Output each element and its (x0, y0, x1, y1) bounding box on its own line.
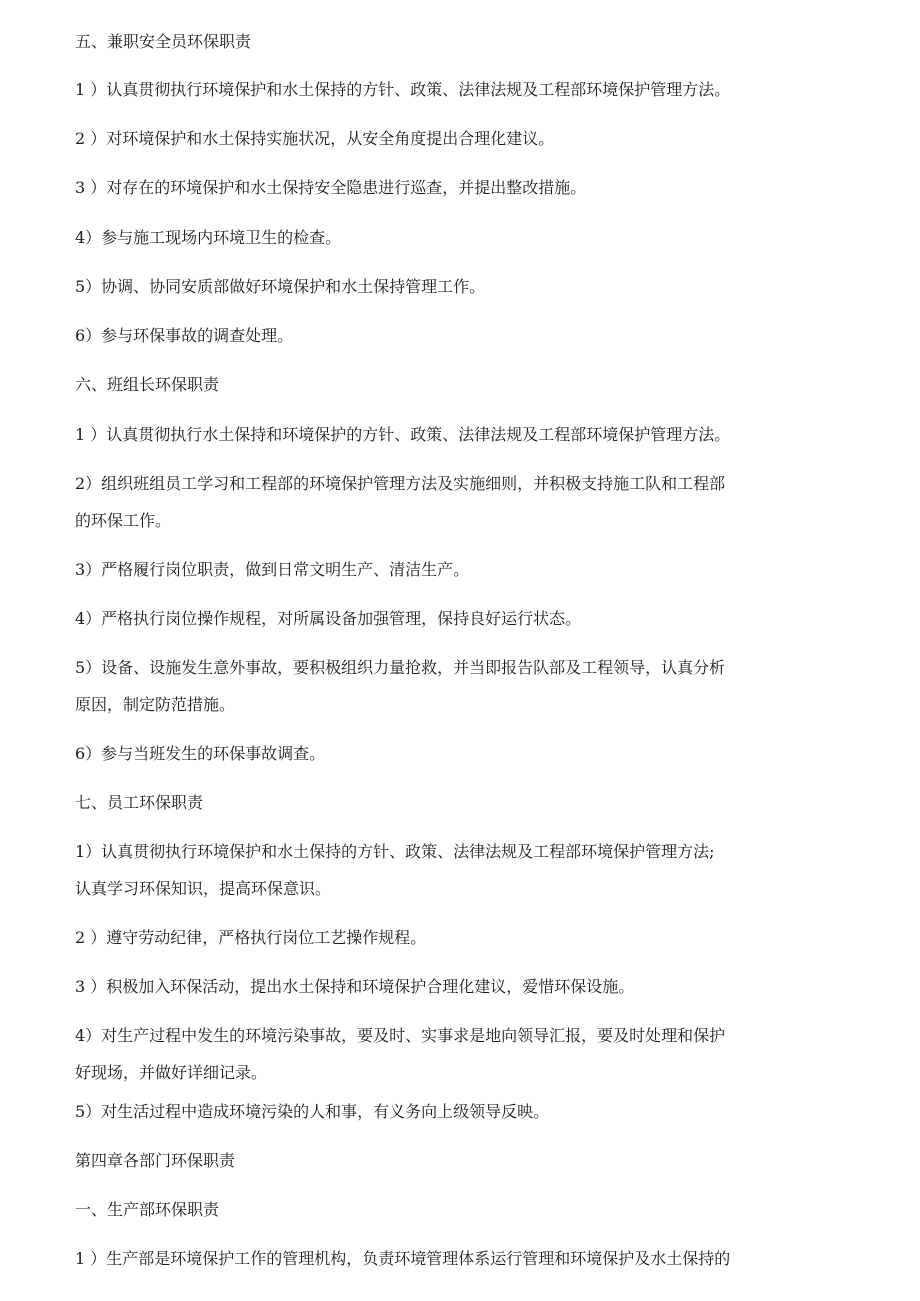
section7-item-2: 2 ）遵守劳动纪律，严格执行岗位工艺操作规程。 (75, 928, 427, 947)
section5-item-2: 2 ）对环境保护和水土保持实施状况，从安全角度提出合理化建议。 (75, 129, 555, 148)
section6-item-6: 6）参与当班发生的环保事故调查。 (75, 744, 326, 763)
section-heading-7: 七、员工环保职责 (75, 793, 204, 812)
section-heading-6: 六、班组长环保职责 (75, 375, 220, 394)
section6-item-2-line-2: 的环保工作。 (75, 511, 172, 530)
section6-item-2-line-1: 2）组织班组员工学习和工程部的环境保护管理方法及实施细则，并积极支持施工队和工程部 (75, 474, 726, 493)
section5-item-3: 3 ）对存在的环境保护和水土保持安全隐患进行巡查，并提出整改措施。 (75, 178, 587, 197)
section7-item-4-line-2: 好现场，并做好详细记录。 (75, 1063, 268, 1082)
section-heading-5: 五、兼职安全员环保职责 (75, 32, 252, 51)
section6-item-5-line-1: 5）设备、设施发生意外事故，要积极组织力量抢救，并当即报告队部及工程领导，认真分析 (75, 658, 726, 677)
section5-item-5: 5）协调、协同安质部做好环境保护和水土保持管理工作。 (75, 277, 486, 296)
section7-item-3: 3 ）积极加入环保活动，提出水土保持和环境保护合理化建议，爱惜环保设施。 (75, 977, 635, 996)
section7-item-1-line-1: 1）认真贯彻执行环境保护和水土保持的方针、政策、法律法规及工程部环境保护管理方法; (75, 842, 715, 861)
section7-item-5: 5）对生活过程中造成环境污染的人和事，有义务向上级领导反映。 (75, 1102, 550, 1121)
section6-item-4: 4）严格执行岗位操作规程，对所属设备加强管理，保持良好运行状态。 (75, 609, 582, 628)
chapter4-section-heading-1: 一、生产部环保职责 (75, 1200, 220, 1219)
section6-item-1: 1 ）认真贯彻执行水土保持和环境保护的方针、政策、法律法规及工程部环境保护管理方法。 (75, 425, 731, 444)
section7-item-4-line-1: 4）对生产过程中发生的环境污染事故，要及时、实事求是地向领导汇报，要及时处理和保护 (75, 1026, 726, 1045)
chapter4-section1-item-1: 1 ）生产部是环境保护工作的管理机构，负责环境管理体系运行管理和环境保护及水土保持的 (75, 1249, 731, 1268)
section6-item-3: 3）严格履行岗位职责，做到日常文明生产、清洁生产。 (75, 560, 470, 579)
chapter-title: 第四章各部门环保职责 (75, 1151, 236, 1170)
section5-item-6: 6）参与环保事故的调查处理。 (75, 326, 294, 345)
section6-item-5-line-2: 原因，制定防范措施。 (75, 695, 236, 714)
section7-item-1-line-2: 认真学习环保知识，提高环保意识。 (75, 879, 332, 898)
section5-item-4: 4）参与施工现场内环境卫生的检查。 (75, 228, 342, 247)
section5-item-1: 1 ）认真贯彻执行环境保护和水土保持的方针、政策、法律法规及工程部环境保护管理方法。 (75, 80, 731, 99)
